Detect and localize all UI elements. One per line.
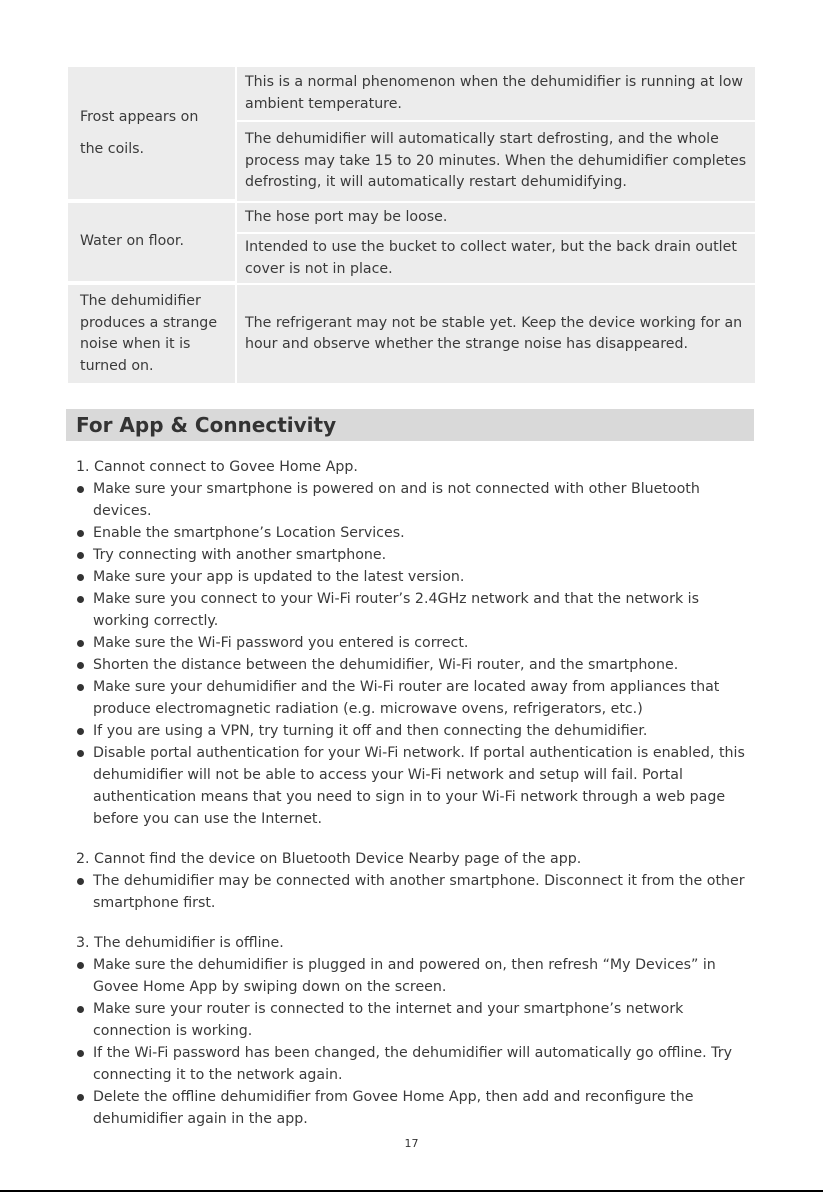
bullet-icon [77,1094,84,1101]
list-item: Make sure your smartphone is powered on and is not connected with other Bluetooth devices. [76,478,756,522]
list-item: If you are using a VPN, try turning it off and then connecting the dehumidifier. [76,720,756,742]
bullet-icon [77,552,84,559]
causes-cell [237,67,755,203]
page-number: 17 [404,1137,419,1150]
bullet-icon [77,684,84,691]
bullet-icon [77,596,84,603]
list-item: Shorten the distance between the dehumidifier, Wi-Fi router, and the smartphone. [76,654,756,676]
bullet-icon [77,1050,84,1057]
list-item: The dehumidifier may be connected with another smartphone. Disconnect it from the other smartphone first. [76,870,756,914]
bullet-icon [77,962,84,969]
cause-text: The hose port may be loose. [237,203,755,234]
question-title: 2. Cannot find the device on Bluetooth Device Nearby page of the app. [76,851,582,867]
list-item: Make sure your router is connected to the internet and your smartphone’s network connection is working. [76,998,756,1042]
cause-text: The refrigerant may not be stable yet. Keep the device working for an hour and observe whether the strange noise has disappeared. [237,285,755,383]
bullet-icon [77,728,84,735]
question-title: 1. Cannot connect to Govee Home App. [76,459,358,475]
list-item: Make sure the dehumidifier is plugged in and powered on, then refresh “My Devices” in Govee Home App by swiping down on the screen. [76,954,756,998]
bullet-list [76,954,756,1130]
bullet-icon [77,662,84,669]
faq-content [76,456,756,1148]
problem-cell [68,285,237,383]
list-item: If the Wi-Fi password has been changed, the dehumidifier will automatically go offline. Try connecting it to the network again. [76,1042,756,1086]
cause-text: This is a normal phenomenon when the dehumidifier is running at low ambient temperature. [237,67,755,122]
list-item: Make sure your dehumidifier and the Wi-Fi router are located away from appliances that produce electromagnetic radiation (e.g. microwave ovens, refrigerators, etc.) [76,676,756,720]
bullet-icon [77,574,84,581]
bullet-icon [77,878,84,885]
section-title: For App & Connectivity [66,409,754,441]
problem-text: The dehumidifier produces a strange noise when it is turned on. [80,293,218,374]
list-item: Try connecting with another smartphone. [76,544,756,566]
causes-cell [237,203,755,285]
list-item: Make sure your app is updated to the latest version. [76,566,756,588]
faq-question-2 [76,848,756,914]
causes-cell [237,285,755,383]
list-item: Delete the offline dehumidifier from Govee Home App, then add and reconfigure the dehumidifier again in the app. [76,1086,756,1130]
bullet-icon [77,750,84,757]
list-item: Enable the smartphone’s Location Services. [76,522,756,544]
bullet-icon [77,1006,84,1013]
faq-question-1 [76,456,756,830]
bullet-icon [77,640,84,647]
troubleshooting-table [68,67,755,383]
problem-text: Water on floor. [80,233,184,250]
bullet-icon [77,530,84,537]
list-item: Make sure you connect to your Wi-Fi router’s 2.4GHz network and that the network is working correctly. [76,588,756,632]
bullet-icon [77,486,84,493]
problem-text: Frost appears on [80,109,199,125]
problem-cell [68,67,237,201]
problem-cell [68,203,237,283]
cause-text: Intended to use the bucket to collect water, but the back drain outlet cover is not in place. [237,234,755,283]
bullet-list [76,870,756,914]
problem-text: the coils. [80,141,145,157]
faq-question-3 [76,932,756,1130]
question-title: 3. The dehumidifier is offline. [76,935,284,951]
list-item: Make sure the Wi-Fi password you entered is correct. [76,632,756,654]
cause-text: The dehumidifier will automatically start defrosting, and the whole process may take 15 to 20 minutes. When the dehumidifier completes defrosting, it will automatically restart dehumidifying. [237,122,755,201]
list-item: Disable portal authentication for your Wi-Fi network. If portal authentication is enabled, this dehumidifier will not be able to access your Wi-Fi network and setup will fail. Portal authentication means that you need to sign in to your Wi-Fi network through a web page before you can use the Internet. [76,742,756,830]
bullet-list [76,478,756,830]
